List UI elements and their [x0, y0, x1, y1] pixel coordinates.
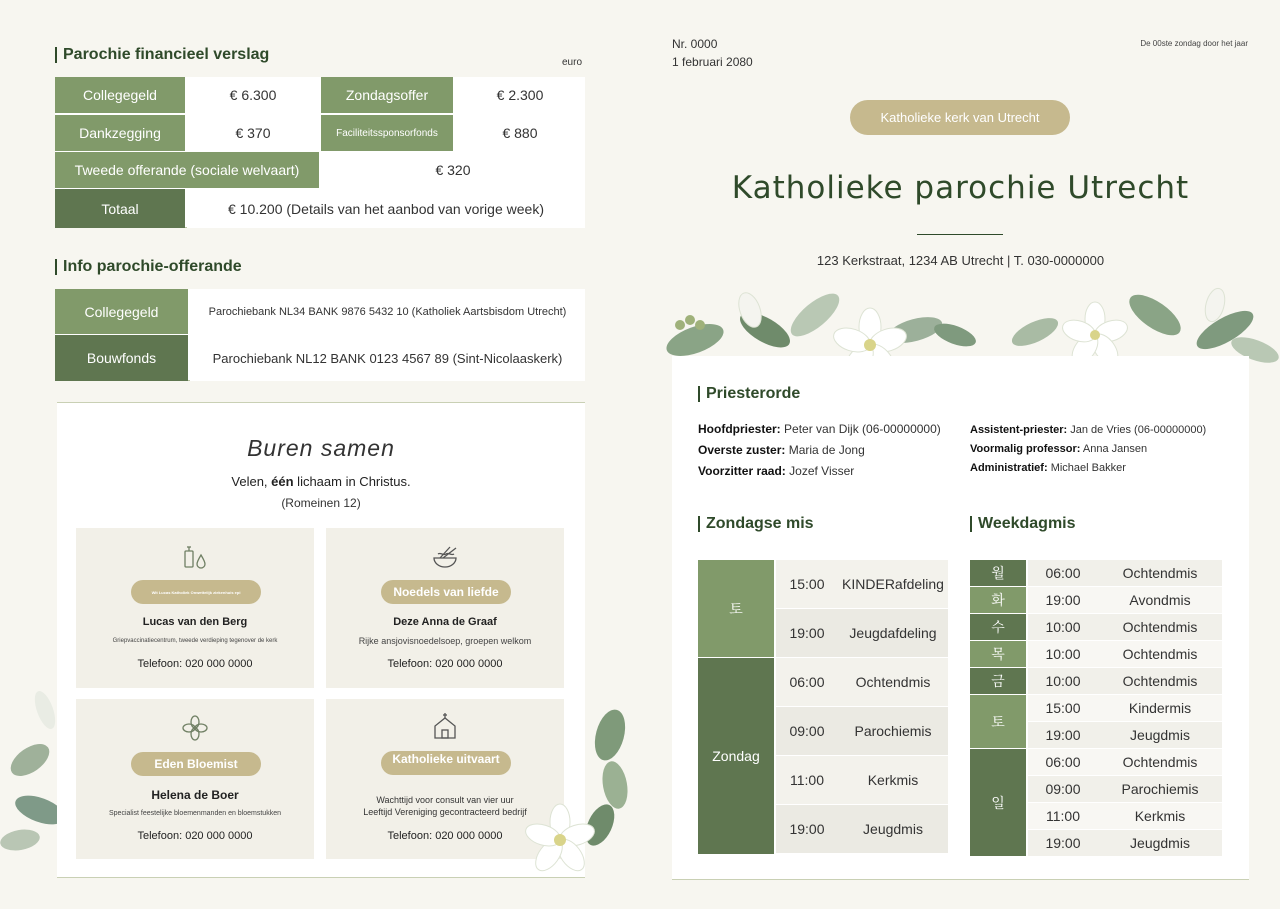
- buren-section: [57, 402, 585, 878]
- weekday-mass-name: Kindermis: [1098, 695, 1222, 721]
- role: Assistent-priester:: [970, 424, 1068, 436]
- sunday-mass-time: 19:00: [776, 609, 838, 657]
- weekday-mass-time: 06:00: [1028, 749, 1098, 775]
- weekday-mass-name: Jeugdmis: [1098, 830, 1222, 856]
- card-tag: Katholieke uitvaart: [381, 751, 511, 775]
- weekday-mass-name: Kerkmis: [1098, 803, 1222, 829]
- sunday-mass-name: Jeugdafdeling: [838, 609, 948, 657]
- sunday-label: De 00ste zondag door het jaar: [1140, 39, 1248, 48]
- issue-date: 1 februari 2080: [672, 55, 753, 69]
- sunday-day-sat: 토: [698, 560, 774, 657]
- business-card: [76, 528, 314, 688]
- church-address: 123 Kerkstraat, 1234 AB Utrecht | T. 030-0000000: [816, 253, 1105, 268]
- weekday-mass-name: Ochtendmis: [1098, 749, 1222, 775]
- noodle-bowl-icon: [430, 542, 460, 572]
- weekday-mass-time: 15:00: [1028, 695, 1098, 721]
- facil-value: € 880: [455, 115, 585, 151]
- sunday-mass-name: Parochiemis: [838, 707, 948, 755]
- quote-pre: Velen,: [231, 474, 272, 489]
- college-label: Collegegeld: [55, 77, 185, 113]
- total-label: Totaal: [55, 189, 185, 228]
- quote-bold: één: [271, 474, 294, 489]
- finance-table: [55, 77, 585, 228]
- clergy-left-1: [698, 422, 941, 436]
- weekday-mass-time: 19:00: [1028, 830, 1098, 856]
- buren-reference: (Romeinen 12): [281, 496, 361, 510]
- role: Voormalig professor:: [970, 443, 1081, 455]
- tweede-value: € 320: [321, 152, 585, 188]
- weekday-day: 토: [970, 695, 1026, 748]
- weekday-day: 월: [970, 560, 1026, 586]
- sunday-mass-time: 19:00: [776, 805, 838, 853]
- weekday-mass-time: 10:00: [1028, 668, 1098, 694]
- person: Jozef Visser: [789, 464, 855, 478]
- dank-value: € 370: [187, 115, 319, 151]
- clergy-right-3: [970, 462, 1126, 474]
- business-card: [76, 699, 314, 859]
- tweede-label: Tweede offerande (sociale welvaart): [55, 152, 319, 188]
- buren-title: Buren samen: [247, 435, 395, 461]
- offer-heading: Info parochie-offerande: [55, 259, 242, 275]
- facil-label: Faciliteitssponsorfonds: [321, 115, 453, 151]
- college-value: € 6.300: [187, 77, 319, 113]
- person: Anna Jansen: [1082, 443, 1148, 455]
- title-divider: [917, 234, 1003, 235]
- weekday-mass-time: 10:00: [1028, 614, 1098, 640]
- weekday-mass-time: 19:00: [1028, 722, 1098, 748]
- flower-decoration-bottom: [520, 705, 630, 890]
- flower-icon: [181, 714, 209, 742]
- offer-label-1: Collegegeld: [55, 289, 188, 334]
- card-name: Deze Anna de Graaf: [393, 616, 497, 628]
- role: Overste zuster:: [698, 443, 786, 457]
- quote-post: lichaam in Christus.: [293, 474, 411, 489]
- issue-number: Nr. 0000: [672, 37, 718, 51]
- weekday-mass-name: Parochiemis: [1098, 776, 1222, 802]
- sunday-mass-time: 09:00: [776, 707, 838, 755]
- weekday-day: 목: [970, 641, 1026, 667]
- weekday-mass-heading: Weekdagmis: [970, 516, 1076, 532]
- card-phone: Telefoon: 020 000 0000: [137, 830, 253, 842]
- sunday-mass-time: 06:00: [776, 658, 838, 706]
- person: Maria de Jong: [788, 443, 865, 457]
- role: Administratief:: [970, 462, 1048, 474]
- offer-value-2: Parochiebank NL12 BANK 0123 4567 89 (Sint-Nicolaaskerk): [190, 335, 585, 381]
- sunday-day-sun: Zondag: [698, 658, 774, 854]
- finance-unit: euro: [561, 57, 582, 68]
- buren-quote: [57, 474, 585, 489]
- sunday-mass-name: Ochtendmis: [838, 658, 948, 706]
- card-name: Lucas van den Berg: [142, 616, 248, 628]
- person: Jan de Vries (06-00000000): [1070, 424, 1207, 436]
- person: Peter van Dijk (06-00000000): [784, 422, 941, 436]
- business-card: [326, 528, 564, 688]
- person: Michael Bakker: [1050, 462, 1126, 474]
- zondag-value: € 2.300: [455, 77, 585, 113]
- card-phone: Telefoon: 020 000 0000: [387, 830, 503, 842]
- sunday-mass-time: 15:00: [776, 560, 838, 608]
- role: Hoofdpriester:: [698, 422, 781, 436]
- card-tag: Wit Lucas Katholiek Onwettelijk ziekenhuis epi: [131, 580, 261, 604]
- weekday-mass-time: 06:00: [1028, 560, 1098, 586]
- weekday-mass-time: 11:00: [1028, 803, 1098, 829]
- offer-label-2: Bouwfonds: [55, 335, 188, 381]
- page-title: Katholieke parochie Utrecht: [731, 170, 1190, 206]
- zondag-label: Zondagsoffer: [321, 77, 453, 113]
- weekday-day: 일: [970, 749, 1026, 856]
- weekday-mass-time: 19:00: [1028, 587, 1098, 613]
- schedule-panel: [672, 356, 1249, 880]
- offer-value-1: Parochiebank NL34 BANK 9876 5432 10 (Katholiek Aartsbisdom Utrecht): [190, 289, 585, 334]
- clergy-right-2: [970, 443, 1147, 455]
- offer-table: [55, 289, 585, 381]
- sunday-mass-name: KINDERafdeling: [838, 560, 948, 608]
- finance-heading: Parochie financieel verslag: [55, 47, 269, 63]
- weekday-mass-name: Ochtendmis: [1098, 641, 1222, 667]
- sunday-mass-name: Jeugdmis: [838, 805, 948, 853]
- weekday-mass-name: Ochtendmis: [1098, 668, 1222, 694]
- medicine-icon: [181, 543, 209, 571]
- clergy-left-2: [698, 443, 865, 457]
- sunday-mass-heading: Zondagse mis: [698, 516, 814, 532]
- card-desc: Specialist feestelijke bloemenmanden en bloemstukken: [109, 810, 281, 817]
- card-phone: Telefoon: 020 000 0000: [387, 658, 503, 670]
- clergy-left-3: [698, 464, 854, 478]
- weekday-mass-time: 09:00: [1028, 776, 1098, 802]
- weekday-day: 금: [970, 668, 1026, 694]
- card-tag: Eden Bloemist: [131, 752, 261, 776]
- total-value: € 10.200 (Details van het aanbod van vorige week): [187, 189, 585, 228]
- card-desc: Wachttijd voor consult van vier uur: [376, 795, 514, 805]
- card-phone: Telefoon: 020 000 0000: [137, 658, 253, 670]
- card-name: Helena de Boer: [151, 788, 239, 802]
- weekday-mass-name: Ochtendmis: [1098, 614, 1222, 640]
- role: Voorzitter raad:: [698, 464, 786, 478]
- weekday-mass-name: Jeugdmis: [1098, 722, 1222, 748]
- dank-label: Dankzegging: [55, 115, 185, 151]
- card-tag: Noedels van liefde: [381, 580, 511, 604]
- church-icon: [431, 712, 459, 740]
- weekday-mass-name: Ochtendmis: [1098, 560, 1222, 586]
- clergy-heading: Priesterorde: [698, 386, 800, 402]
- weekday-day: 수: [970, 614, 1026, 640]
- sunday-mass-time: 11:00: [776, 756, 838, 804]
- card-desc: Rijke ansjovisnoedelsoep, groepen welkom: [358, 636, 532, 646]
- weekday-mass-time: 10:00: [1028, 641, 1098, 667]
- card-desc: Griepvaccinatiecentrum, tweede verdieping tegenover de kerk: [112, 638, 278, 644]
- weekday-mass-name: Avondmis: [1098, 587, 1222, 613]
- church-badge: Katholieke kerk van Utrecht: [850, 100, 1070, 135]
- clergy-right-1: [970, 424, 1206, 436]
- sunday-mass-name: Kerkmis: [838, 756, 948, 804]
- weekday-day: 화: [970, 587, 1026, 613]
- card-desc-2: Leeftijd Vereniging gecontracteerd bedrijf: [363, 807, 527, 817]
